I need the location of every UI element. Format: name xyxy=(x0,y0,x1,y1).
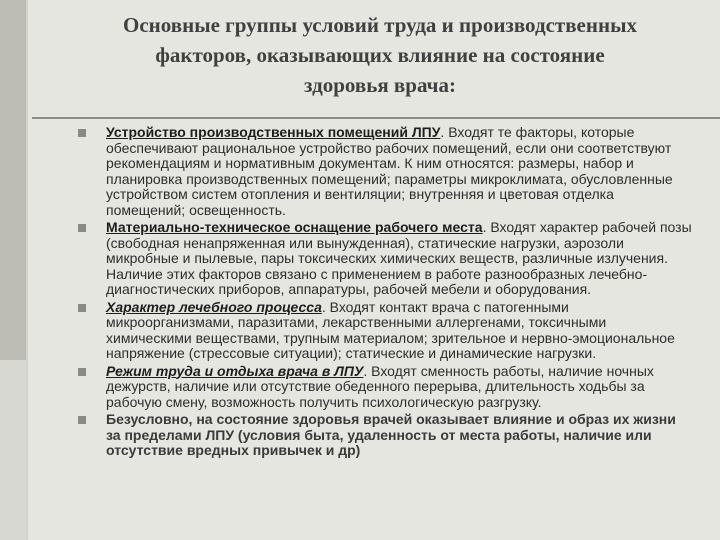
item-text: Безусловно, на состояние здоровья врачей оказывает влияние и образ их жизни за пределами ЛПУ (условия быта, удаленность от места работы, наличие или отсутствие вредных привычек и др) xyxy=(106,411,676,458)
list-item-lifestyle xyxy=(78,412,692,459)
square-bullet-icon xyxy=(78,224,86,232)
list-item-equipment xyxy=(78,220,692,298)
item-text: . Входят те факторы, которые обеспечивают рациональное устройство рабочих помещений, если они соответствуют рекомендациям и нормативным документам. К ним относятся: размеры, набор и планировка производственных помещений; параметры микроклимата, обусловленные устройством систем отопления и вентиляции; внутренняя и цветовая отделка помещений; освещенность. xyxy=(106,124,673,218)
item-text: . Входят контакт врача с патогенными микроорганизмами, паразитами, лекарственными аллергенами, токсичными химическими веществами, трупным материалом; зрительное и нервно-эмоциональное напряжение (стрессовые ситуации); статические и динамические нагрузки. xyxy=(106,298,675,361)
item-heading: Материально-техническое оснащение рабочего места xyxy=(106,219,483,235)
list-item-treatment-process xyxy=(78,300,692,362)
title-line-2: факторов, оказывающих влияние на состояние xyxy=(155,43,605,67)
slide-title xyxy=(70,10,690,100)
square-bullet-icon xyxy=(78,129,86,137)
square-bullet-icon xyxy=(78,416,86,424)
square-bullet-icon xyxy=(78,304,86,312)
item-heading: Устройство производственных помещений ЛПУ xyxy=(106,124,441,140)
left-band-lower xyxy=(0,360,26,540)
item-heading: Характер лечебного процесса xyxy=(106,298,322,315)
title-divider xyxy=(32,117,720,119)
list-item-premises xyxy=(78,125,692,218)
square-bullet-icon xyxy=(78,368,86,376)
title-line-3: здоровья врача: xyxy=(304,73,456,97)
left-band-upper xyxy=(0,0,26,360)
item-text: . Входят сменность работы, наличие ночных дежурств, наличие или отсутствие обеденного перерыва, длительность ходьбы за рабочую смену, возможность получить психологическую разгрузку. xyxy=(106,362,654,410)
list-item-work-rest-regime xyxy=(78,364,692,411)
item-text: . Входят характер рабочей позы (свободная ненапряженная или вынужденная), статические нагрузки, аэрозоли микробные и пылевые, пары токсических химических веществ, различные излучения. Наличие этих факторов связано с применением в работе разнообразных лечебно-диагностических приборов, аппаратуры, рабочей мебели и оборудования. xyxy=(106,219,692,297)
title-line-1: Основные группы условий труда и производственных xyxy=(123,13,637,37)
factors-list xyxy=(78,125,692,461)
item-heading: Режим труда и отдыха врача в ЛПУ xyxy=(106,362,364,379)
